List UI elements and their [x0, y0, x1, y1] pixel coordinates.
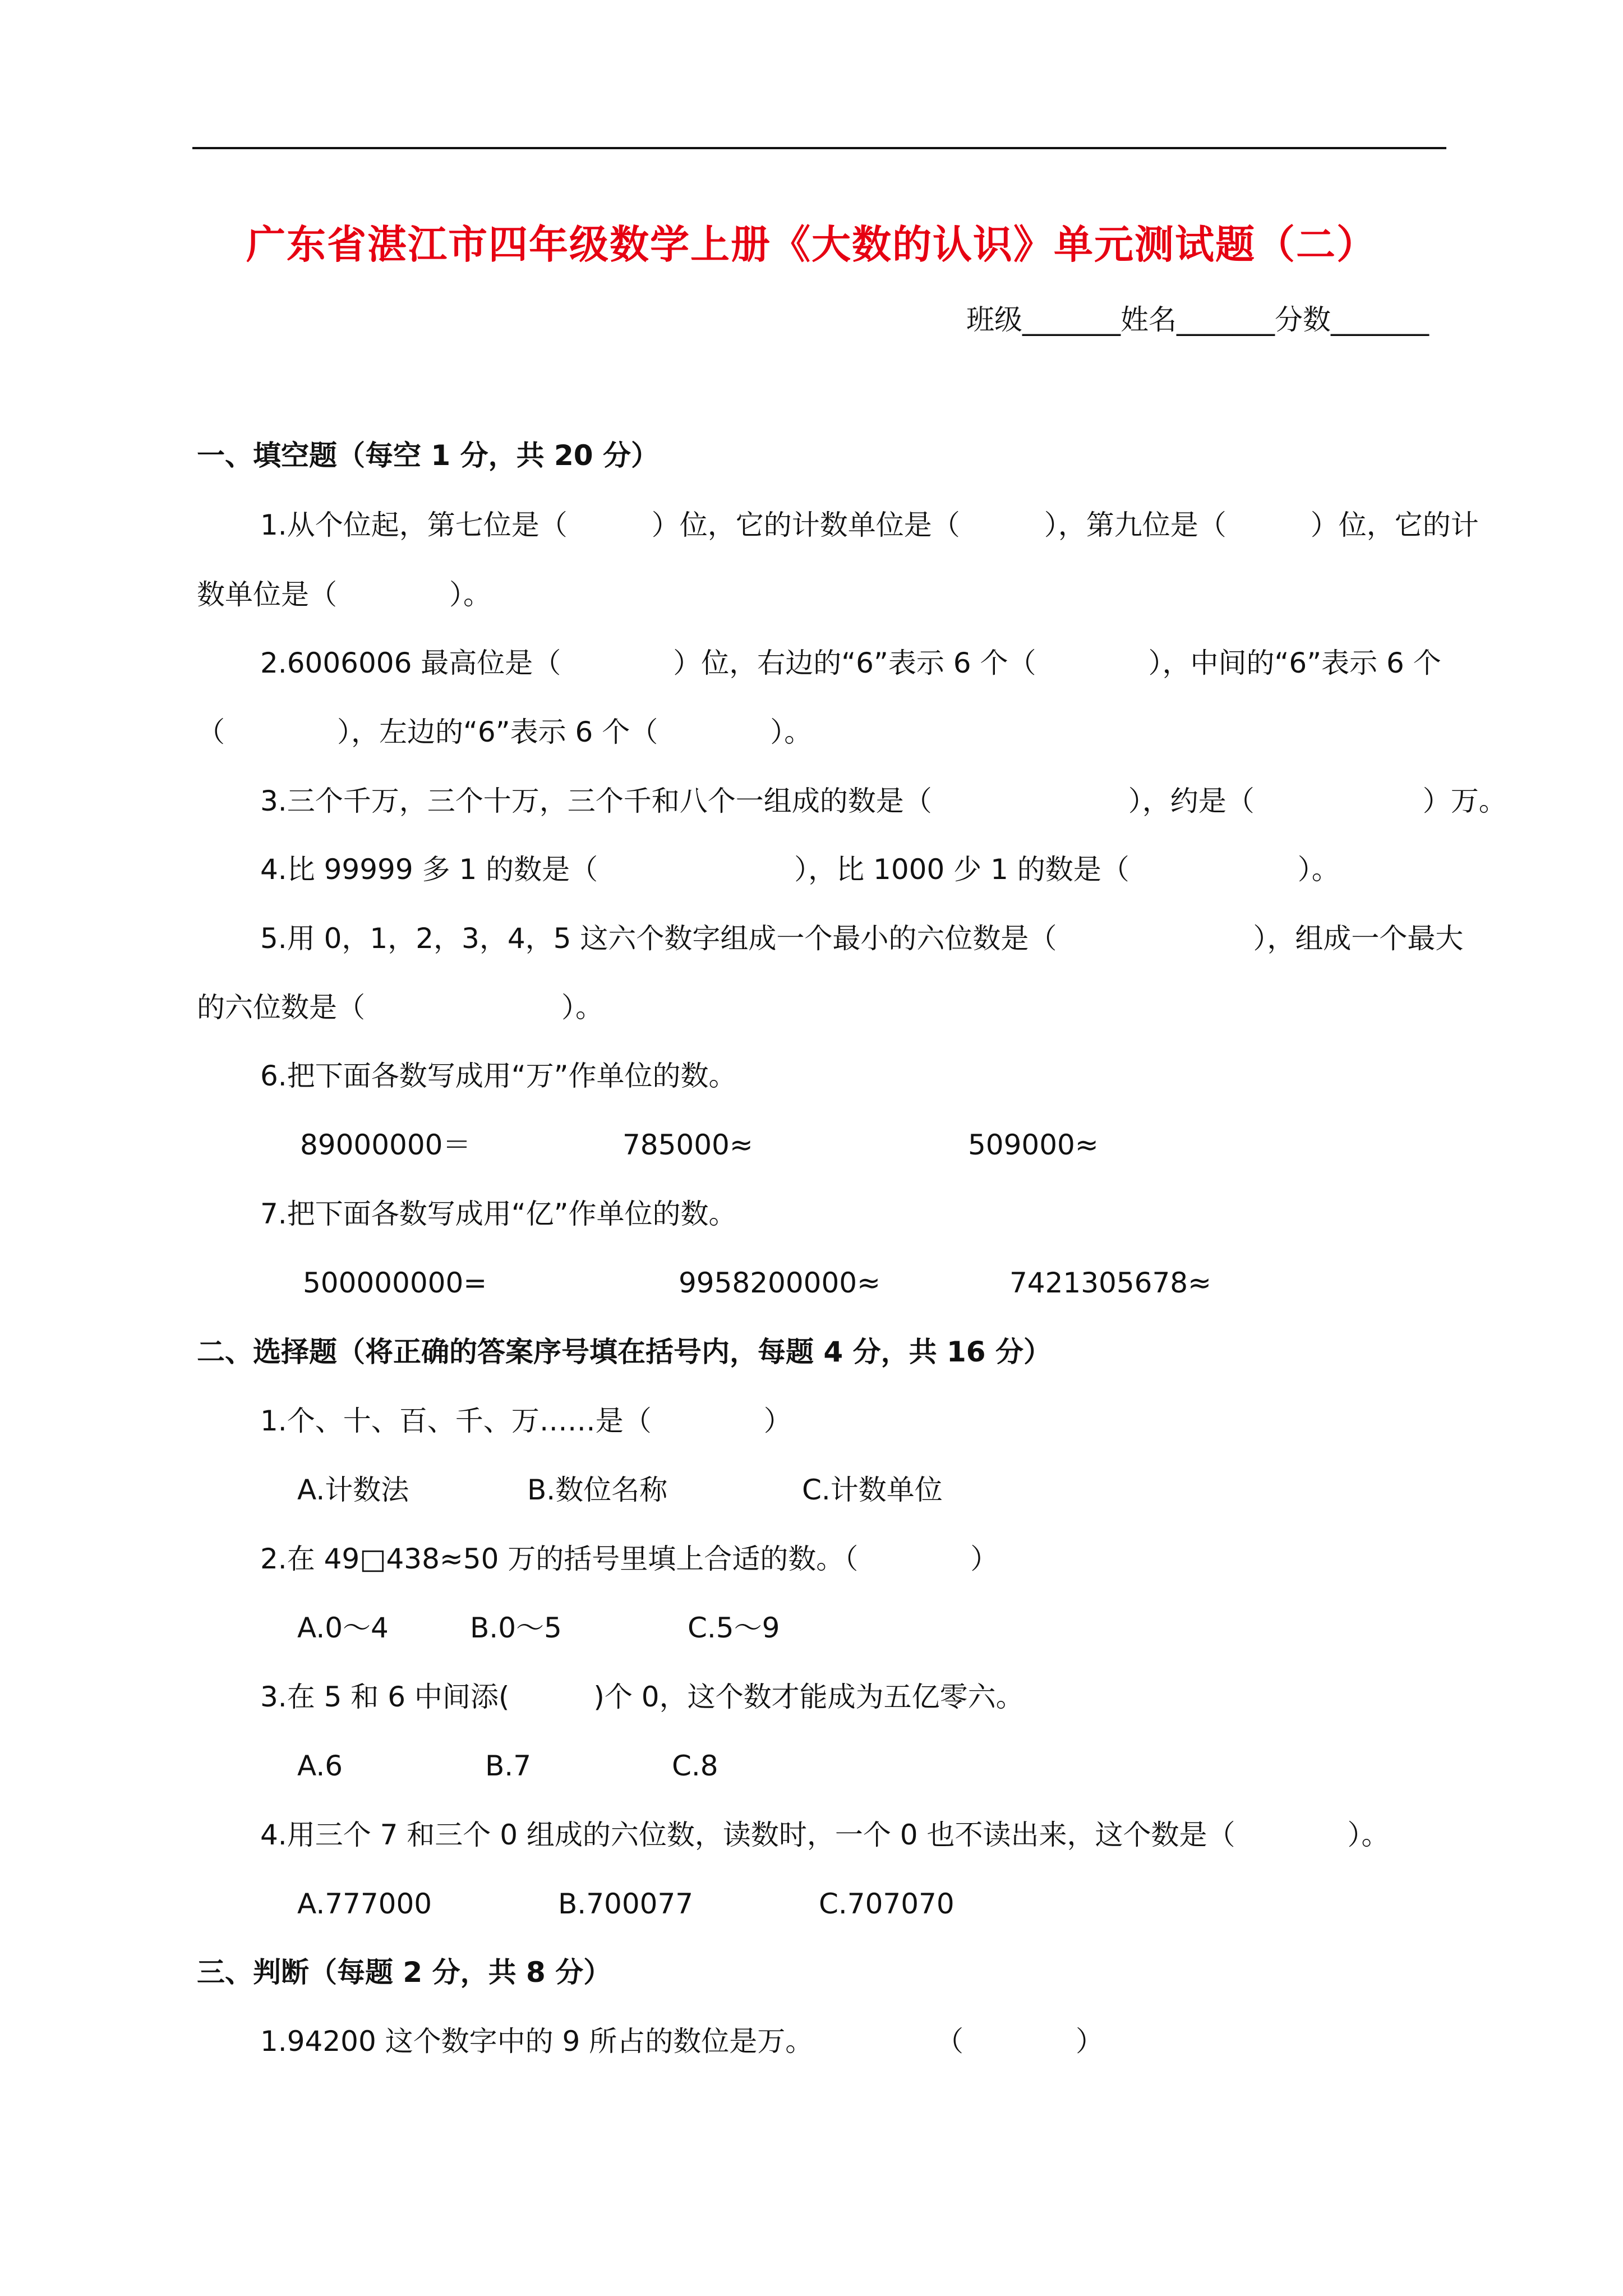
fill-q2-line1: 2.6006006 最高位是（ ）位，右边的“6”表示 6 个（ ），中间的“6”表示 6 个	[260, 647, 1441, 679]
fill-q7-item: 7421305678≈	[1009, 1267, 1212, 1299]
student-info-line: 班级_______姓名_______分数_______	[966, 303, 1429, 336]
fill-q6: 6.把下面各数写成用“万”作单位的数。	[260, 1060, 737, 1092]
judge-q1-answer-paren: （ ）	[935, 2025, 1104, 2058]
choice-q1-option: C.计数单位	[802, 1474, 943, 1506]
fill-q6-item: 509000≈	[968, 1129, 1099, 1161]
fill-q2-line2: （ ），左边的“6”表示 6 个（ ）。	[197, 716, 813, 748]
choice-q3-option: B.7	[485, 1750, 532, 1782]
choice-q1-option: A.计数法	[297, 1474, 409, 1506]
choice-q4-option: A.777000	[297, 1888, 432, 1920]
choice-q1-option: B.数位名称	[527, 1474, 668, 1506]
fill-q7-item: 500000000=	[303, 1267, 487, 1299]
fill-q5-line1: 5.用 0，1，2，3，4，5 这六个数字组成一个最小的六位数是（ ），组成一个最大	[260, 922, 1464, 955]
choice-q4-option: B.700077	[558, 1888, 694, 1920]
fill-q4: 4.比 99999 多 1 的数是（ ），比 1000 少 1 的数是（ ）。	[260, 853, 1340, 886]
section-heading-fill: 一、填空题（每空 1 分，共 20 分）	[197, 439, 659, 472]
judge-q1: 1.94200 这个数字中的 9 所占的数位是万。	[260, 2025, 814, 2058]
fill-q1-line2: 数单位是（ ）。	[197, 578, 491, 611]
choice-q2-option: C.5～9	[688, 1612, 780, 1644]
fill-q5-line2: 的六位数是（ ）。	[197, 991, 603, 1024]
choice-q4: 4.用三个 7 和三个 0 组成的六位数，读数时，一个 0 也不读出来，这个数是（ ）。	[260, 1819, 1390, 1851]
choice-q2-option: A.0～4	[297, 1612, 389, 1644]
choice-q2-option: B.0～5	[470, 1612, 562, 1644]
section-heading-choice: 二、选择题（将正确的答案序号填在括号内，每题 4 分，共 16 分）	[197, 1336, 1052, 1368]
choice-q3-option: A.6	[297, 1750, 343, 1782]
fill-q7-item: 9958200000≈	[679, 1267, 881, 1299]
fill-q1-line1: 1.从个位起，第七位是（ ）位，它的计数单位是（ ），第九位是（ ）位，它的计	[260, 509, 1479, 541]
fill-q6-item: 785000≈	[623, 1129, 753, 1161]
choice-q1: 1.个、十、百、千、万……是（ ）	[260, 1405, 792, 1437]
choice-q3-option: C.8	[672, 1750, 718, 1782]
page-title: 广东省湛江市四年级数学上册《大数的认识》单元测试题（二）	[246, 222, 1377, 268]
fill-q7: 7.把下面各数写成用“亿”作单位的数。	[260, 1198, 737, 1230]
top-rule	[192, 147, 1446, 149]
choice-q2: 2.在 49□438≈50 万的括号里填上合适的数。（ ）	[260, 1543, 999, 1575]
fill-q3: 3.三个千万，三个十万，三个千和八个一组成的数是（ ），约是（ ）万。	[260, 785, 1507, 817]
section-heading-judge: 三、判断（每题 2 分，共 8 分）	[197, 1956, 612, 1989]
fill-q6-item: 89000000＝	[300, 1129, 471, 1161]
choice-q4-option: C.707070	[819, 1888, 955, 1920]
choice-q3: 3.在 5 和 6 中间添( )个 0，这个数才能成为五亿零六。	[260, 1681, 1024, 1713]
